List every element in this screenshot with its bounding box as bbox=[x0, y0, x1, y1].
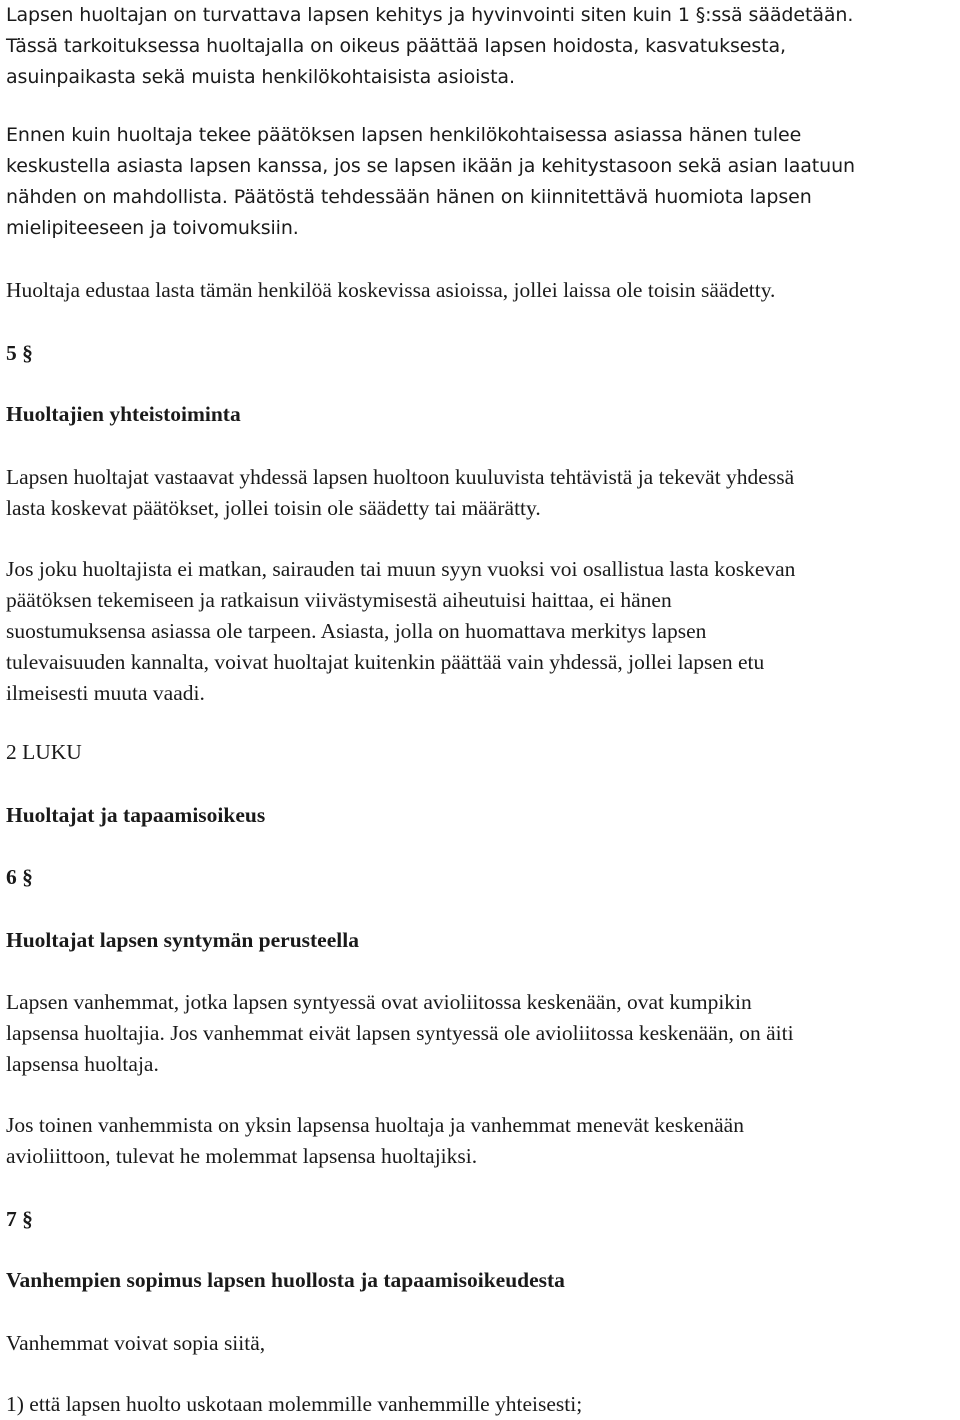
section-number-6: 6 § bbox=[6, 865, 33, 889]
text-line: lasta koskevat päätökset, jollei toisin ole säädetty tai määrätty. bbox=[6, 496, 541, 520]
text-line: ilmeisesti muuta vaadi. bbox=[6, 681, 205, 705]
section-number-5: 5 § bbox=[6, 341, 33, 365]
section-number-7: 7 § bbox=[6, 1207, 33, 1231]
text-line: Lapsen vanhemmat, jotka lapsen syntyessä ovat avioliitossa keskenään, ovat kumpikin bbox=[6, 990, 752, 1014]
text-line: päätöksen tekemiseen ja ratkaisun viivästymisestä aiheutuisi haittaa, ei hänen bbox=[6, 588, 672, 612]
text-line: nähden on mahdollista. Päätöstä tehdessään hänen on kiinnitettävä huomiota lapsen bbox=[6, 186, 812, 208]
section-title-6: Huoltajat lapsen syntymän perusteella bbox=[6, 928, 359, 952]
text-line: mielipiteeseen ja toivomuksiin. bbox=[6, 217, 299, 239]
text-line: lapsensa huoltajia. Jos vanhemmat eivät lapsen syntyessä ole avioliitossa keskenään, on äiti bbox=[6, 1021, 794, 1045]
text-line: suostumuksensa asiassa ole tarpeen. Asiasta, jolla on huomattava merkitys lapsen bbox=[6, 619, 707, 643]
chapter-heading: 2 LUKU bbox=[6, 740, 82, 764]
text-line: Lapsen huoltajat vastaavat yhdessä lapsen huoltoon kuuluvista tehtävistä ja tekevät yhdessä bbox=[6, 465, 795, 489]
section-5-paragraph-2 bbox=[6, 554, 795, 709]
text-line: Jos toinen vanhemmista on yksin lapsensa huoltaja ja vanhemmat menevät keskenään bbox=[6, 1113, 744, 1137]
text-line: Jos joku huoltajista ei matkan, sairauden tai muun syyn vuoksi voi osallistua lasta koskevan bbox=[6, 557, 796, 581]
text-line: asuinpaikasta sekä muista henkilökohtaisista asioista. bbox=[6, 66, 515, 88]
section-title-5: Huoltajien yhteistoiminta bbox=[6, 402, 241, 426]
text-line: tulevaisuuden kannalta, voivat huoltajat kuitenkin päättää vain yhdessä, jollei lapsen etu bbox=[6, 650, 765, 674]
section-6-paragraph-1 bbox=[6, 987, 794, 1080]
section-5-paragraph-1 bbox=[6, 462, 794, 524]
text-line: avioliittoon, tulevat he molemmat lapsensa huoltajiksi. bbox=[6, 1144, 478, 1168]
section-6-paragraph-2 bbox=[6, 1110, 744, 1172]
text-line: Ennen kuin huoltaja tekee päätöksen lapsen henkilökohtaisessa asiassa hänen tulee bbox=[6, 124, 802, 146]
text-line: lapsensa huoltaja. bbox=[6, 1052, 159, 1076]
text-line: Tässä tarkoituksessa huoltajalla on oikeus päättää lapsen hoidosta, kasvatuksesta, bbox=[6, 35, 786, 57]
paragraph-guardian-represents bbox=[6, 275, 775, 306]
paragraph-guardian-duty bbox=[6, 0, 853, 93]
text-line: keskustella asiasta lapsen kanssa, jos se lapsen ikään ja kehitystasoon sekä asian laatuun bbox=[6, 155, 855, 177]
text-line: Lapsen huoltajan on turvattava lapsen kehitys ja hyvinvointi siten kuin 1 §:ssä säädetään. bbox=[6, 4, 854, 26]
section-7-intro: Vanhemmat voivat sopia siitä, bbox=[6, 1331, 266, 1355]
chapter-title: Huoltajat ja tapaamisoikeus bbox=[6, 803, 266, 827]
section-title-7: Vanhempien sopimus lapsen huollosta ja tapaamisoikeudesta bbox=[6, 1268, 565, 1292]
section-7-list-item-1: 1) että lapsen huolto uskotaan molemmille vanhemmille yhteisesti; bbox=[6, 1392, 583, 1416]
text-line: Huoltaja edustaa lasta tämän henkilöä koskevissa asioissa, jollei laissa ole toisin säädetty. bbox=[6, 278, 776, 302]
paragraph-child-consultation bbox=[6, 120, 855, 244]
